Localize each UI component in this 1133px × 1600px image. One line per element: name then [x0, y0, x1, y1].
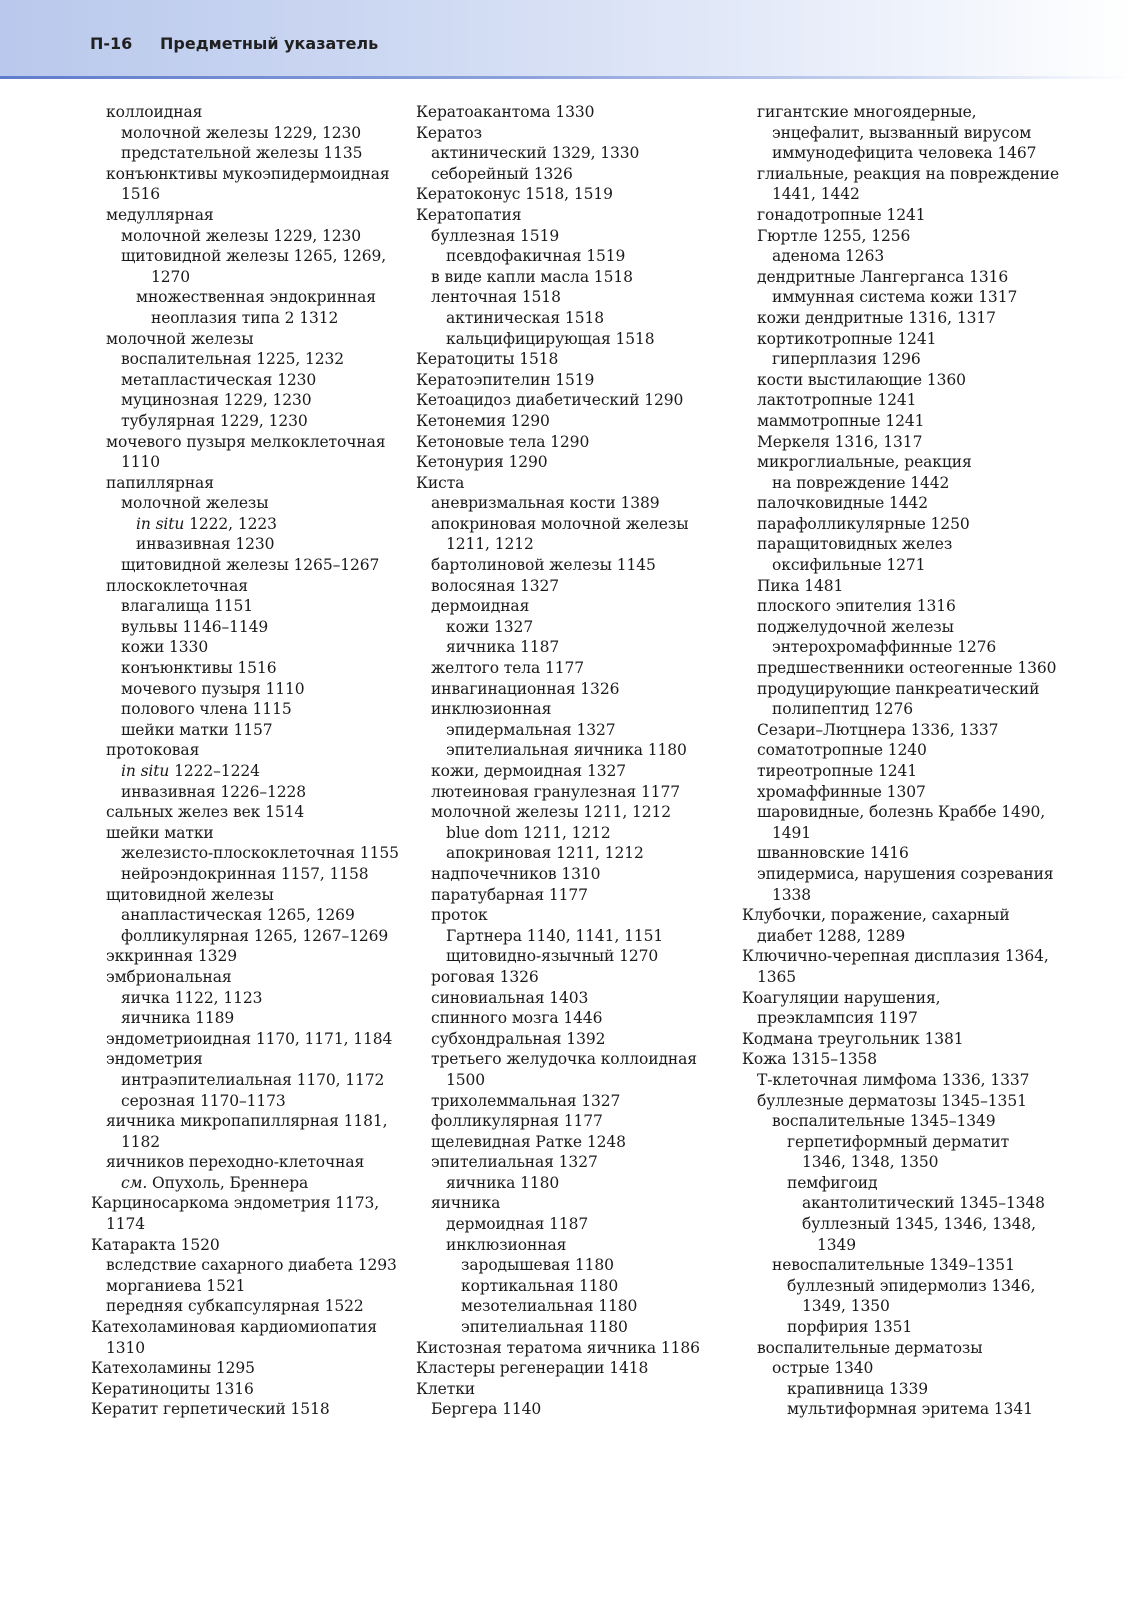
- index-subentry: blue dom 1211, 1212: [446, 823, 611, 842]
- index-heading-entry: Ключично-черепная дисплазия 1364,: [742, 947, 1049, 966]
- index-subentry: кожи 1327: [446, 617, 534, 636]
- index-subentry: Бергера 1140: [431, 1400, 542, 1419]
- index-subentry: дендритные Лангерганса 1316: [757, 267, 1009, 286]
- index-subentry: спинного мозга 1446: [431, 1009, 603, 1028]
- index-column-2: [416, 102, 716, 1420]
- index-subentry: 1516: [121, 185, 161, 204]
- index-subentry: микроглиальные, реакция: [757, 453, 972, 472]
- index-subentry: 1491: [772, 823, 812, 842]
- index-subentry: воспалительные дерматозы: [757, 1338, 983, 1357]
- index-subentry: 1310: [106, 1338, 146, 1357]
- index-subentry: полового члена 1115: [121, 700, 292, 719]
- index-subentry: яичников переходно-клеточная: [106, 1153, 365, 1172]
- index-subentry: энтерохромаффинные 1276: [772, 638, 997, 657]
- index-subentry: эмбриональная: [106, 967, 232, 986]
- index-subentry: иммунодефицита человека 1467: [772, 144, 1037, 163]
- index-subentry: влагалища 1151: [121, 597, 253, 616]
- index-subentry: 1365: [757, 967, 797, 986]
- index-heading-entry: Катехоламины 1295: [91, 1359, 255, 1378]
- index-subentry: вульвы 1146–1149: [121, 617, 269, 636]
- index-heading-entry: Коагуляции нарушения,: [742, 988, 941, 1007]
- index-subentry: медуллярная: [106, 205, 214, 224]
- index-subentry: герпетиформный дерматит: [787, 1132, 1010, 1151]
- index-subentry: буллезный 1345, 1346, 1348,: [802, 1215, 1036, 1234]
- index-subentry: хромаффинные 1307: [757, 782, 926, 801]
- index-subentry: фолликулярная 1265, 1267–1269: [121, 926, 389, 945]
- index-subentry: глиальные, реакция на повреждение: [757, 164, 1060, 183]
- index-subentry: инвагинационная 1326: [431, 679, 620, 698]
- index-subentry: энцефалит, вызванный вирусом: [772, 123, 1032, 142]
- index-subentry: диабет 1288, 1289: [757, 926, 906, 945]
- entry-rest: Опухоль, Бреннера: [147, 1173, 309, 1192]
- index-subentry: щитовидно-язычный 1270: [446, 947, 659, 966]
- index-subentry: третьего желудочка коллоидная: [431, 1050, 697, 1069]
- index-heading-entry: Киста: [416, 473, 465, 492]
- index-column-1: [91, 102, 399, 1420]
- entry-rest: 1222, 1223: [184, 514, 277, 533]
- index-subentry: яичка 1122, 1123: [121, 988, 263, 1007]
- index-subentry: воспалительная 1225, 1232: [121, 350, 345, 369]
- index-subentry: коллоидная: [106, 103, 203, 121]
- index-subentry: яичника микропапиллярная 1181,: [106, 1112, 388, 1131]
- index-subentry: яичника 1180: [446, 1173, 560, 1192]
- index-subentry: поджелудочной железы: [757, 617, 954, 636]
- index-subentry: инвазивная 1226–1228: [121, 782, 307, 801]
- index-subentry: яичника 1189: [121, 1009, 235, 1028]
- index-subentry: дермоидная: [431, 597, 530, 616]
- index-subentry: молочной железы: [121, 494, 269, 513]
- index-subentry: щитовидной железы 1265–1267: [121, 556, 380, 575]
- index-heading-entry: Кератоконус 1518, 1519: [416, 185, 613, 204]
- index-subentry: актинический 1329, 1330: [431, 144, 640, 163]
- index-subentry: эпителиальная 1327: [431, 1153, 598, 1172]
- index-subentry: шаровидные, болезнь Краббе 1490,: [757, 803, 1046, 822]
- index-subentry: кожи дендритные 1316, 1317: [757, 308, 996, 327]
- index-subentry: гонадотропные 1241: [757, 205, 926, 224]
- index-subentry: апокриновая 1211, 1212: [446, 844, 644, 863]
- index-subentry: крапивница 1339: [787, 1379, 928, 1398]
- index-subentry: нейроэндокринная 1157, 1158: [121, 864, 369, 883]
- index-subentry: анапластическая 1265, 1269: [121, 906, 355, 925]
- index-subentry: 1441, 1442: [772, 185, 860, 204]
- index-subentry: роговая 1326: [431, 967, 539, 986]
- index-subentry: молочной железы 1229, 1230: [121, 226, 362, 245]
- index-subentry: протоковая: [106, 741, 200, 760]
- index-subentry: конъюнктивы 1516: [121, 659, 277, 678]
- index-heading-entry: Кластеры регенерации 1418: [416, 1359, 649, 1378]
- index-heading-entry: Кистозная тератома яичника 1186: [416, 1338, 700, 1357]
- index-heading-entry: Кетоновые тела 1290: [416, 432, 590, 451]
- index-subentry: кости выстилающие 1360: [757, 370, 966, 389]
- index-subentry: молочной железы: [106, 329, 254, 348]
- index-subentry: бартолиновой железы 1145: [431, 556, 656, 575]
- index-subentry: палочковидные 1442: [757, 494, 929, 513]
- index-subentry: паращитовидных желез: [757, 535, 953, 554]
- index-subentry: острые 1340: [772, 1359, 874, 1378]
- index-subentry: щитовидной железы: [106, 885, 274, 904]
- index-subentry: мочевого пузыря 1110: [121, 679, 305, 698]
- index-heading-entry: Кетонурия 1290: [416, 453, 548, 472]
- index-subentry: оксифильные 1271: [772, 556, 926, 575]
- index-subentry: щелевидная Ратке 1248: [431, 1132, 626, 1151]
- index-subentry: 1211, 1212: [446, 535, 534, 554]
- index-subentry: гиперплазия 1296: [772, 350, 921, 369]
- italic-term: in situ: [121, 762, 170, 780]
- index-subentry: плоского эпителия 1316: [757, 597, 956, 616]
- index-subentry: иммунная система кожи 1317: [772, 288, 1018, 307]
- index-subentry: 1349, 1350: [802, 1297, 890, 1316]
- index-subentry: 1174: [106, 1215, 146, 1234]
- index-subentry: шейки матки 1157: [121, 720, 273, 739]
- index-subentry: Т-клеточная лимфома 1336, 1337: [757, 1070, 1030, 1089]
- index-subentry: кожи, дермоидная 1327: [431, 762, 626, 780]
- index-subentry: актиническая 1518: [446, 308, 604, 327]
- index-subentry: железисто-плоскоклеточная 1155: [121, 844, 399, 863]
- index-subentry: инклюзионная: [446, 1235, 567, 1254]
- index-subentry: на повреждение 1442: [772, 473, 950, 492]
- index-subentry: воспалительные 1345–1349: [772, 1112, 996, 1131]
- index-subentry: неоплазия типа 2 1312: [151, 308, 339, 327]
- index-heading-entry: Кератоз: [416, 123, 482, 142]
- index-subentry: невоспалительные 1349–1351: [772, 1256, 1015, 1275]
- index-subentry: парафолликулярные 1250: [757, 514, 970, 533]
- index-subentry: аденома 1263: [772, 247, 885, 266]
- index-heading-entry: Карциносаркома эндометрия 1173,: [91, 1194, 380, 1213]
- index-subentry: продуцирующие панкреатический: [757, 679, 1040, 698]
- index-subentry: 1270: [151, 267, 191, 286]
- index-subentry: молочной железы 1211, 1212: [431, 803, 672, 822]
- index-subentry: порфирия 1351: [787, 1318, 913, 1337]
- index-subentry: эндометрия: [106, 1050, 203, 1069]
- index-subentry: аневризмальная кости 1389: [431, 494, 660, 513]
- index-subentry: эпителиальная 1180: [461, 1318, 628, 1337]
- index-subentry: дермоидная 1187: [446, 1215, 589, 1234]
- index-subentry: себорейный 1326: [431, 164, 573, 183]
- index-subentry: эпителиальная яичника 1180: [446, 741, 687, 760]
- index-subentry: эпидермиса, нарушения созревания: [757, 864, 1054, 883]
- index-subentry: тиреотропные 1241: [757, 762, 918, 780]
- index-subentry: ленточная 1518: [431, 288, 561, 307]
- index-subentry: зародышевая 1180: [461, 1256, 614, 1275]
- index-subentry: маммотропные 1241: [757, 411, 925, 430]
- index-subentry: конъюнктивы мукоэпидермоидная: [106, 164, 390, 183]
- index-subentry: [91, 514, 391, 535]
- index-heading-entry: Клубочки, поражение, сахарный: [742, 906, 1010, 925]
- index-subentry: псевдофакичная 1519: [446, 247, 626, 266]
- index-subentry: эккринная 1329: [106, 947, 237, 966]
- index-subentry: Гартнера 1140, 1141, 1151: [446, 926, 664, 945]
- index-column-3: [742, 102, 1060, 1420]
- index-subentry: эпидермальная 1327: [446, 720, 616, 739]
- index-subentry: предстательной железы 1135: [121, 144, 363, 163]
- index-subentry: мочевого пузыря мелкоклеточная: [106, 432, 386, 451]
- index-subentry: инклюзионная: [431, 700, 552, 719]
- index-subentry: мезотелиальная 1180: [461, 1297, 638, 1316]
- index-heading-entry: Кератоэпителин 1519: [416, 370, 595, 389]
- index-subentry: кожи 1330: [121, 638, 209, 657]
- index-subentry: буллезные дерматозы 1345–1351: [757, 1091, 1027, 1110]
- index-subentry: 1346, 1348, 1350: [802, 1153, 939, 1172]
- index-subentry: морганиева 1521: [106, 1276, 246, 1295]
- index-subentry: метапластическая 1230: [121, 370, 317, 389]
- index-subentry: передняя субкапсулярная 1522: [106, 1297, 364, 1316]
- italic-term: in situ: [136, 514, 185, 533]
- index-subentry: яичника: [431, 1194, 501, 1213]
- index-subentry: щитовидной железы 1265, 1269,: [121, 247, 387, 266]
- index-subentry: полипептид 1276: [772, 700, 913, 719]
- page-number: П-16: [90, 34, 133, 53]
- index-heading-entry: Катехоламиновая кардиомиопатия: [91, 1318, 377, 1337]
- index-subentry: лютеиновая гранулезная 1177: [431, 782, 680, 801]
- index-subentry: апокриновая молочной железы: [431, 514, 689, 533]
- index-subentry: инвазивная 1230: [136, 535, 275, 554]
- index-heading-entry: Катаракта 1520: [91, 1235, 220, 1254]
- index-subentry: папиллярная: [106, 473, 214, 492]
- index-subentry: буллезный эпидермолиз 1346,: [787, 1276, 1036, 1295]
- index-subentry: шейки матки: [106, 823, 214, 842]
- index-heading-entry: Кератоциты 1518: [416, 350, 559, 369]
- italic-term: см.: [121, 1173, 148, 1192]
- index-subentry: сальных желез век 1514: [106, 803, 305, 822]
- index-subentry: 1338: [772, 885, 812, 904]
- index-heading-entry: Кодмана треугольник 1381: [742, 1029, 964, 1048]
- index-heading-entry: Клетки: [416, 1379, 476, 1398]
- running-title: Предметный указатель: [160, 34, 379, 53]
- index-subentry: субхондральная 1392: [431, 1029, 606, 1048]
- index-subentry: синовиальная 1403: [431, 988, 589, 1007]
- index-subentry: Пика 1481: [757, 576, 844, 595]
- index-subentry: 1349: [817, 1235, 857, 1254]
- index-subentry: молочной железы 1229, 1230: [121, 123, 362, 142]
- index-heading-entry: Кетонемия 1290: [416, 411, 550, 430]
- index-subentry: [91, 761, 391, 782]
- index-heading-entry: Кетоацидоз диабетический 1290: [416, 391, 684, 410]
- index-subentry: трихолеммальная 1327: [431, 1091, 621, 1110]
- index-subentry: множественная эндокринная: [136, 288, 376, 307]
- index-heading-entry: Кератиноциты 1316: [91, 1379, 254, 1398]
- index-subentry: 1182: [121, 1132, 161, 1151]
- index-subentry: надпочечников 1310: [431, 864, 601, 883]
- index-subentry: предшественники остеогенные 1360: [757, 659, 1057, 678]
- index-subentry: преэклампсия 1197: [757, 1009, 918, 1028]
- index-subentry: фолликулярная 1177: [431, 1112, 603, 1131]
- index-subentry: интраэпителиальная 1170, 1172: [121, 1070, 385, 1089]
- index-subentry: буллезная 1519: [431, 226, 560, 245]
- index-subentry: плоскоклеточная: [106, 576, 248, 595]
- index-subentry: кортикальная 1180: [461, 1276, 619, 1295]
- index-subentry: шванновские 1416: [757, 844, 909, 863]
- index-subentry: серозная 1170–1173: [121, 1091, 286, 1110]
- index-subentry: паратубарная 1177: [431, 885, 588, 904]
- index-heading-entry: Кератопатия: [416, 205, 522, 224]
- index-subentry: Меркеля 1316, 1317: [757, 432, 923, 451]
- index-subentry: в виде капли масла 1518: [431, 267, 633, 286]
- index-subentry: лактотропные 1241: [757, 391, 917, 410]
- entry-rest: 1222–1224: [169, 762, 260, 780]
- index-subentry: вследствие сахарного диабета 1293: [106, 1256, 397, 1275]
- index-subentry: мультиформная эритема 1341: [787, 1400, 1033, 1419]
- index-heading-entry: Кожа 1315–1358: [742, 1050, 877, 1069]
- index-subentry: волосяная 1327: [431, 576, 560, 595]
- index-heading-entry: Кератит герпетический 1518: [91, 1400, 330, 1419]
- index-subentry: Гюртле 1255, 1256: [757, 226, 911, 245]
- index-subentry: 1500: [446, 1070, 486, 1089]
- index-subentry: муцинозная 1229, 1230: [121, 391, 312, 410]
- index-subentry: гигантские многоядерные,: [757, 103, 977, 121]
- index-subentry: яичника 1187: [446, 638, 560, 657]
- index-subentry: желтого тела 1177: [431, 659, 585, 678]
- index-subentry: соматотропные 1240: [757, 741, 927, 760]
- header-rule: [0, 76, 1133, 79]
- index-heading-entry: Кератоакантома 1330: [416, 103, 595, 121]
- index-subentry: тубулярная 1229, 1230: [121, 411, 308, 430]
- index-subentry: кальцифицирующая 1518: [446, 329, 655, 348]
- index-subentry: проток: [431, 906, 488, 925]
- index-subentry: кортикотропные 1241: [757, 329, 937, 348]
- index-subentry: Сезари–Лютцнера 1336, 1337: [757, 720, 999, 739]
- index-subentry: акантолитический 1345–1348: [802, 1194, 1045, 1213]
- index-subentry: пемфигоид: [787, 1173, 878, 1192]
- index-subentry: [91, 1173, 391, 1194]
- index-subentry: эндометриоидная 1170, 1171, 1184: [106, 1029, 393, 1048]
- index-subentry: 1110: [121, 453, 161, 472]
